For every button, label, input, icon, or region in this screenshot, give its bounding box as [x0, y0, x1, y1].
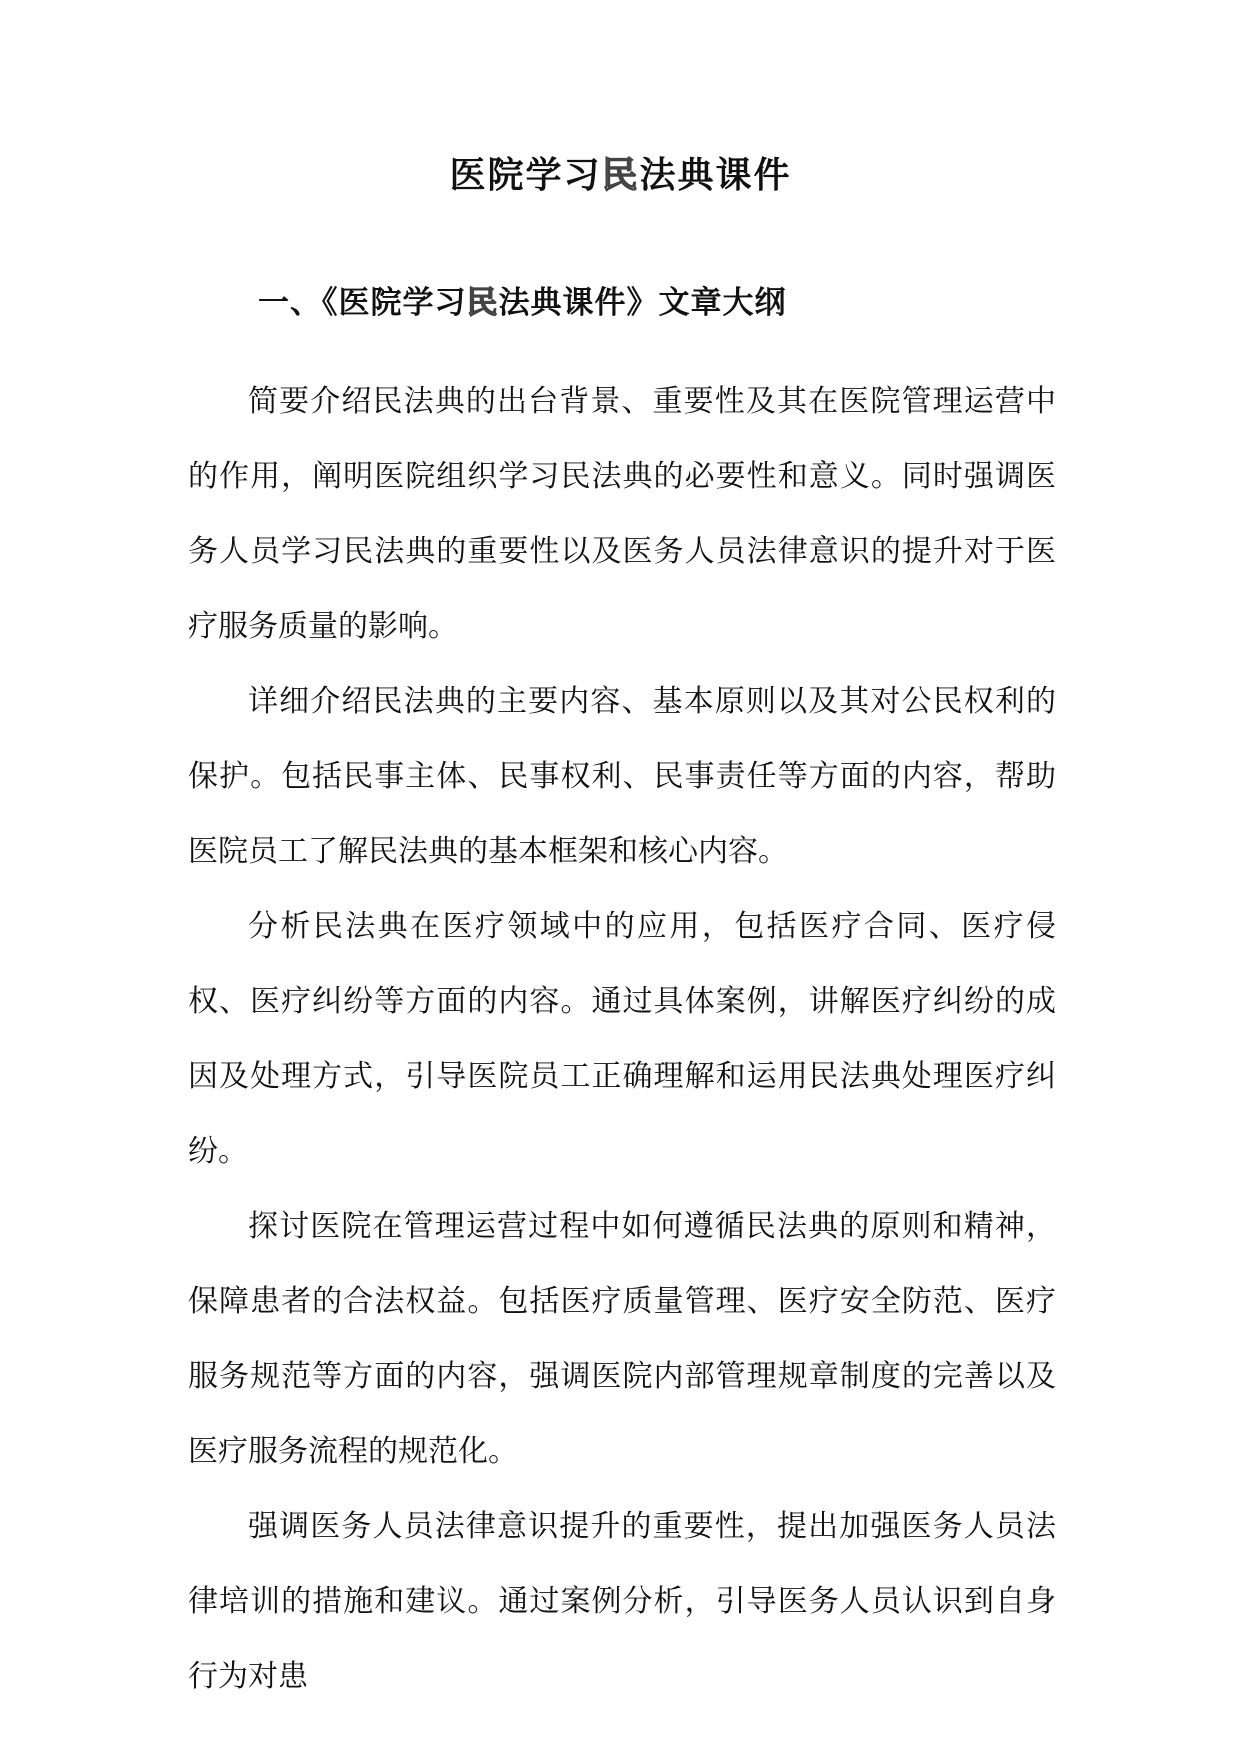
paragraph-background: 简要介绍民法典的出台背景、重要性及其在医院管理运营中的作用，阐明医院组织学习民法典的必要性和意义。同时强调医务人员学习民法典的重要性以及医务人员法律意识的提升对于医疗服务质量的影响。 [188, 384, 1056, 644]
section-heading [258, 280, 787, 326]
document-title [0, 150, 1241, 200]
title-text-start: 医院学习 [449, 154, 602, 196]
title-hollow-char: 民 [601, 154, 640, 196]
heading-text-start: 一、《医院学习 [258, 285, 467, 321]
paragraph-hospital-management: 探讨医院在管理运营过程中如何遵循民法典的原则和精神，保障患者的合法权益。包括医疗质量管理、医疗安全防范、医疗服务规范等方面的内容，强调医院内部管理规章制度的完善以及医疗服务流程的规范化。 [188, 1209, 1056, 1469]
paragraph-main-content: 详细介绍民法典的主要内容、基本原则以及其对公民权利的保护。包括民事主体、民事权利、民事责任等方面的内容，帮助医院员工了解民法典的基本框架和核心内容。 [188, 684, 1056, 869]
heading-hollow-char: 民 [466, 285, 499, 321]
title-text-end: 法典课件 [639, 154, 792, 196]
paragraph-medical-application: 分析民法典在医疗领域中的应用，包括医疗合同、医疗侵权、医疗纠纷等方面的内容。通过具体案例，讲解医疗纠纷的成因及处理方式，引导医院员工正确理解和运用民法典处理医疗纠纷。 [188, 909, 1056, 1169]
paragraph-legal-awareness: 强调医务人员法律意识提升的重要性，提出加强医务人员法律培训的措施和建议。通过案例分析，引导医务人员认识到自身行为对患 [188, 1509, 1056, 1694]
document-body [188, 364, 1056, 1714]
heading-text-end: 法典课件》文章大纲 [498, 285, 787, 321]
